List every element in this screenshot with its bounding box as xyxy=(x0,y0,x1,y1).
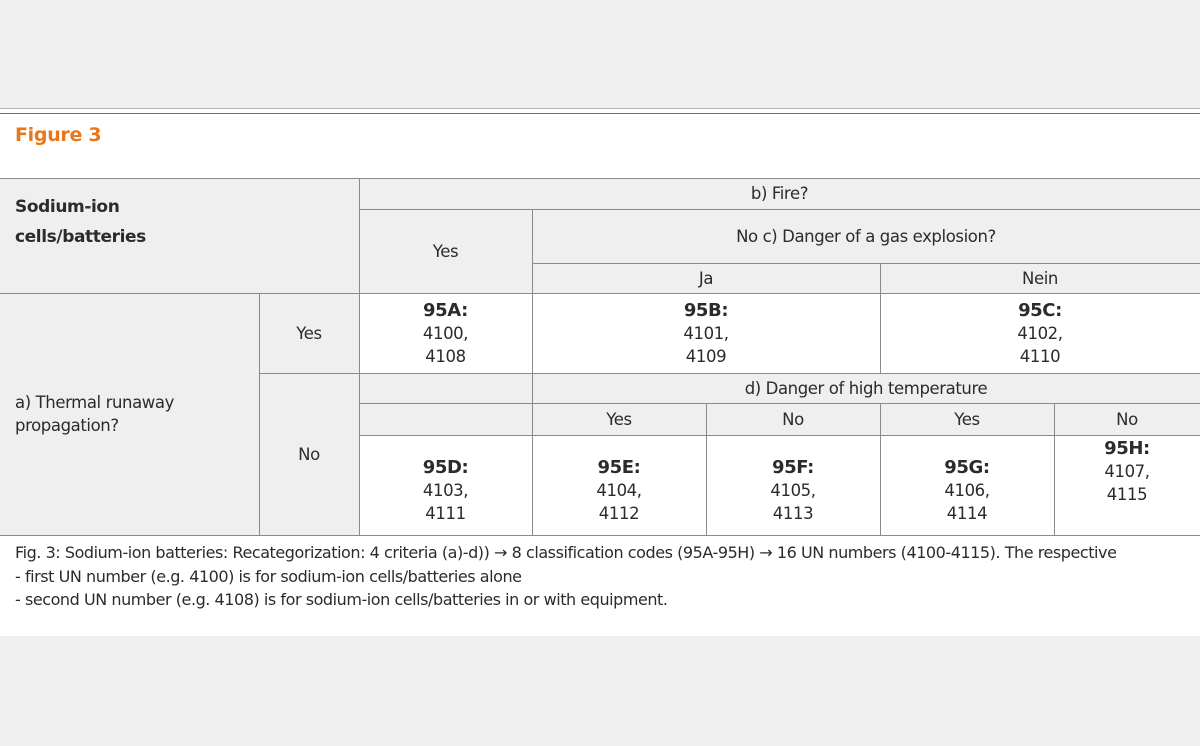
un-number: 4108 xyxy=(425,346,466,366)
corner-line-2: cells/batteries xyxy=(15,227,146,247)
code-cell-95e xyxy=(532,435,706,535)
gas-nein-header: Nein xyxy=(880,263,1200,293)
code-cell-95h xyxy=(1054,435,1200,535)
thermal-label xyxy=(0,293,259,535)
un-number: 4110 xyxy=(1019,346,1061,366)
code-cell-95g xyxy=(880,435,1054,535)
temp-header: d) Danger of high temperature xyxy=(532,373,1200,403)
un-number: 4101, xyxy=(683,323,729,343)
gas-ja-header: Ja xyxy=(532,263,880,293)
grid-line xyxy=(0,535,1200,536)
code-label: 95D: xyxy=(422,456,469,478)
un-number: 4102, xyxy=(1017,323,1063,343)
code-cell-95c xyxy=(880,293,1200,373)
figure-title: Figure 3 xyxy=(15,124,102,146)
un-number: 4103, xyxy=(422,480,469,500)
gas-header: No c) Danger of a gas explosion? xyxy=(532,209,1200,263)
code-label: 95H: xyxy=(1104,438,1150,459)
temp-blank-header xyxy=(359,373,532,435)
thermal-label-line-2: propagation? xyxy=(15,416,119,435)
code-label: 95E: xyxy=(597,456,641,478)
temp-yes-2: Yes xyxy=(880,403,1054,435)
code-label: 95C: xyxy=(1018,299,1062,321)
caption-line-3: - second UN number (e.g. 4108) is for sodium-ion cells/batteries in or with equipment. xyxy=(15,590,668,609)
temp-no-2: No xyxy=(1054,403,1200,435)
grid-line xyxy=(706,403,707,535)
code-label: 95B: xyxy=(683,299,729,321)
thermal-label-line-1: a) Thermal runaway xyxy=(15,393,174,412)
un-number: 4113 xyxy=(772,503,814,523)
caption-line-1: Fig. 3: Sodium-ion batteries: Recategorization: 4 criteria (a)-d)) → 8 classification codes (95A-95H) → 16 UN numbers (4100-4115). The respective xyxy=(15,543,1117,562)
grid-line xyxy=(259,293,260,535)
grid-line xyxy=(880,263,881,373)
un-number: 4106, xyxy=(944,480,990,500)
un-number: 4104, xyxy=(596,480,642,500)
un-number: 4115 xyxy=(1106,485,1148,504)
grid-line xyxy=(359,435,1200,436)
un-number: 4112 xyxy=(598,503,640,523)
grid-line xyxy=(359,178,360,535)
grid-line xyxy=(880,403,881,535)
grid-line xyxy=(0,293,1200,294)
un-number: 4100, xyxy=(422,323,469,343)
grid-line xyxy=(1054,403,1055,535)
un-number: 4105, xyxy=(770,480,816,500)
caption-line-2: - first UN number (e.g. 4100) is for sodium-ion cells/batteries alone xyxy=(15,566,522,586)
top-rule xyxy=(0,113,1200,114)
temp-no-1: No xyxy=(706,403,880,435)
grid-line xyxy=(259,373,1200,374)
code-cell-95a xyxy=(359,293,532,373)
grid-line xyxy=(0,178,1200,179)
grid-line xyxy=(359,209,1200,210)
grid-line xyxy=(532,263,1200,264)
code-label: 95G: xyxy=(944,456,990,478)
un-number: 4111 xyxy=(425,503,466,523)
un-number: 4107, xyxy=(1104,462,1150,481)
un-number: 4109 xyxy=(685,346,727,366)
grid-line xyxy=(532,209,533,535)
code-label: 95F: xyxy=(772,456,814,478)
code-cell-95f xyxy=(706,435,880,535)
thermal-yes: Yes xyxy=(259,293,359,373)
corner-header xyxy=(0,178,359,293)
un-number: 4114 xyxy=(946,503,988,523)
code-cell-95b xyxy=(532,293,880,373)
code-cell-95d xyxy=(359,435,532,535)
fire-yes-header: Yes xyxy=(359,209,532,293)
thermal-no: No xyxy=(259,373,359,535)
figure-caption xyxy=(15,541,1116,612)
grid-line xyxy=(359,403,1200,404)
fire-header: b) Fire? xyxy=(359,178,1200,209)
temp-yes-1: Yes xyxy=(532,403,706,435)
code-label: 95A: xyxy=(423,299,468,321)
corner-line-1: Sodium-ion xyxy=(15,197,120,217)
